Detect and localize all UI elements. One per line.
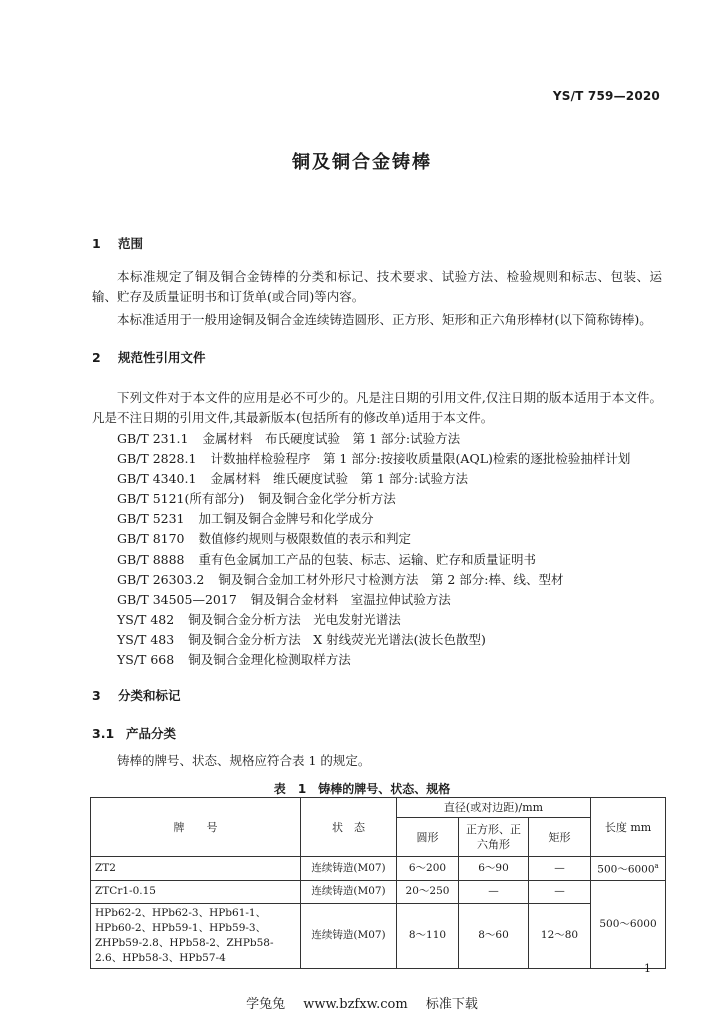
table-row [91,903,666,968]
reference-title: 铜及铜合金分析方法 X 射线荧光光谱法(波长色散型) [188,631,486,647]
header-grade: 牌 号 [91,798,301,857]
reference-code: YS/T 482 [117,611,175,627]
reference-item [117,590,630,610]
reference-code: GB/T 34505—2017 [117,591,237,607]
section-1-paragraph-1: 本标准规定了铜及铜合金铸棒的分类和标记、技术要求、试验方法、检验规则和标志、包装、运输、贮存及质量证明书和订货单(或合同)等内容。 [92,269,662,304]
section-1-paragraph-2: 本标准适用于一般用途铜及铜合金连续铸造圆形、正方形、矩形和正六角形棒材(以下简称铸棒)。 [117,312,652,327]
table-1-caption: 表 1 铸棒的牌号、状态、规格 [273,782,451,796]
footnote-marker: a [654,862,659,870]
reference-title: 铜及铜合金化学分析方法 [258,491,396,507]
reference-item [117,550,630,570]
cell-round: 6～200 [397,857,459,881]
header-state: 状 态 [301,798,397,857]
table-row [91,880,666,903]
section-2-title: 规范性引用文件 [118,350,206,365]
reference-code: GB/T 8888 [117,551,185,567]
reference-title: 重有色金属加工产品的包装、标志、运输、贮存和质量证明书 [198,551,537,567]
reference-item [117,529,630,549]
reference-code: GB/T 5121(所有部分) [117,491,245,507]
cell-rect: — [529,880,591,903]
section-3-heading [92,686,181,704]
section-3-1-number: 3.1 [92,726,115,741]
reference-code: YS/T 483 [117,631,175,647]
reference-title: 金属材料 维氏硬度试验 第 1 部分:试验方法 [210,471,469,487]
reference-item [117,489,630,509]
reference-item [117,469,630,489]
watermark-footer: 学兔兔 www.bzfxw.com 标准下载 [246,997,478,1012]
reference-code: GB/T 8170 [117,531,185,547]
cell-state: 连续铸造(M07) [301,880,397,903]
cell-square-hex: 6～90 [459,857,529,881]
reference-title: 铜及铜合金分析方法 光电发射光谱法 [188,611,401,627]
reference-title: 铜及铜合金理化检测取样方法 [188,652,351,668]
cell-grade: ZTCr1-0.15 [91,880,301,903]
section-1-heading [92,234,143,252]
section-3-1-title: 产品分类 [126,726,177,741]
page-number: 1 [644,962,651,975]
section-3-title: 分类和标记 [118,688,181,703]
cell-rect: 12～80 [529,903,591,968]
header-round: 圆形 [397,818,459,857]
header-rect: 矩形 [529,818,591,857]
reference-item [117,509,630,529]
reference-code: GB/T 5231 [117,511,185,527]
reference-item [117,610,630,630]
reference-item [117,650,630,670]
reference-item [117,630,630,650]
document-title: 铜及铜合金铸棒 [292,152,432,173]
section-3-1-paragraph: 铸棒的牌号、状态、规格应符合表 1 的规定。 [117,753,371,768]
normative-references-list [117,429,630,670]
cell-grade: ZT2 [91,857,301,881]
reference-code: GB/T 231.1 [117,431,189,446]
reference-title: 加工铜及铜合金牌号和化学成分 [198,511,374,527]
table-1-grade-state-spec [90,797,666,969]
reference-code: YS/T 668 [117,652,175,668]
reference-code: GB/T 26303.2 [117,571,205,587]
cell-state: 连续铸造(M07) [301,903,397,968]
reference-item [117,429,630,449]
reference-title: 数值修约规则与极限数值的表示和判定 [198,531,412,547]
reference-code: GB/T 2828.1 [117,451,197,467]
cell-length [591,857,666,881]
section-2-number: 2 [92,350,101,365]
reference-title: 铜及铜合金加工材外形尺寸检测方法 第 2 部分:棒、线、型材 [218,571,564,587]
cell-grade: HPb62-2、HPb62-3、HPb61-1、HPb60-2、HPb59-1、HPb59-3、ZHPb59-2.8、HPb58-2、ZHPb58-2.6、HPb58-3、HPb57-4 [91,903,301,968]
standard-code: YS/T 759—2020 [552,89,660,103]
section-1-title: 范围 [118,236,144,251]
header-diameter: 直径(或对边距)/mm [397,798,591,818]
section-3-1-heading [92,724,176,742]
section-2-heading [92,348,206,366]
cell-rect: — [529,857,591,881]
cell-round: 8～110 [397,903,459,968]
reference-title: 铜及铜合金材料 室温拉伸试验方法 [250,591,451,607]
reference-title: 金属材料 布氏硬度试验 第 1 部分:试验方法 [202,431,461,446]
section-2-paragraph-1: 下列文件对于本文件的应用是必不可少的。凡是注日期的引用文件,仅注日期的版本适用于本文件。凡是不注日期的引用文件,其最新版本(包括所有的修改单)适用于本文件。 [92,390,662,425]
cell-length-value: 500～6000 [597,863,655,876]
section-1-number: 1 [92,236,101,251]
cell-round: 20～250 [397,880,459,903]
table-row [91,857,666,881]
reference-item [117,570,630,590]
reference-item [117,449,630,469]
cell-length: 500～6000 [591,880,666,968]
section-3-number: 3 [92,688,101,703]
cell-square-hex: 8～60 [459,903,529,968]
cell-square-hex: — [459,880,529,903]
cell-state: 连续铸造(M07) [301,857,397,881]
reference-title: 计数抽样检验程序 第 1 部分:按接收质量限(AQL)检索的逐批检验抽样计划 [210,451,631,467]
reference-code: GB/T 4340.1 [117,471,197,487]
header-length: 长度 mm [591,798,666,857]
header-square-hex: 正方形、正六角形 [459,818,529,857]
